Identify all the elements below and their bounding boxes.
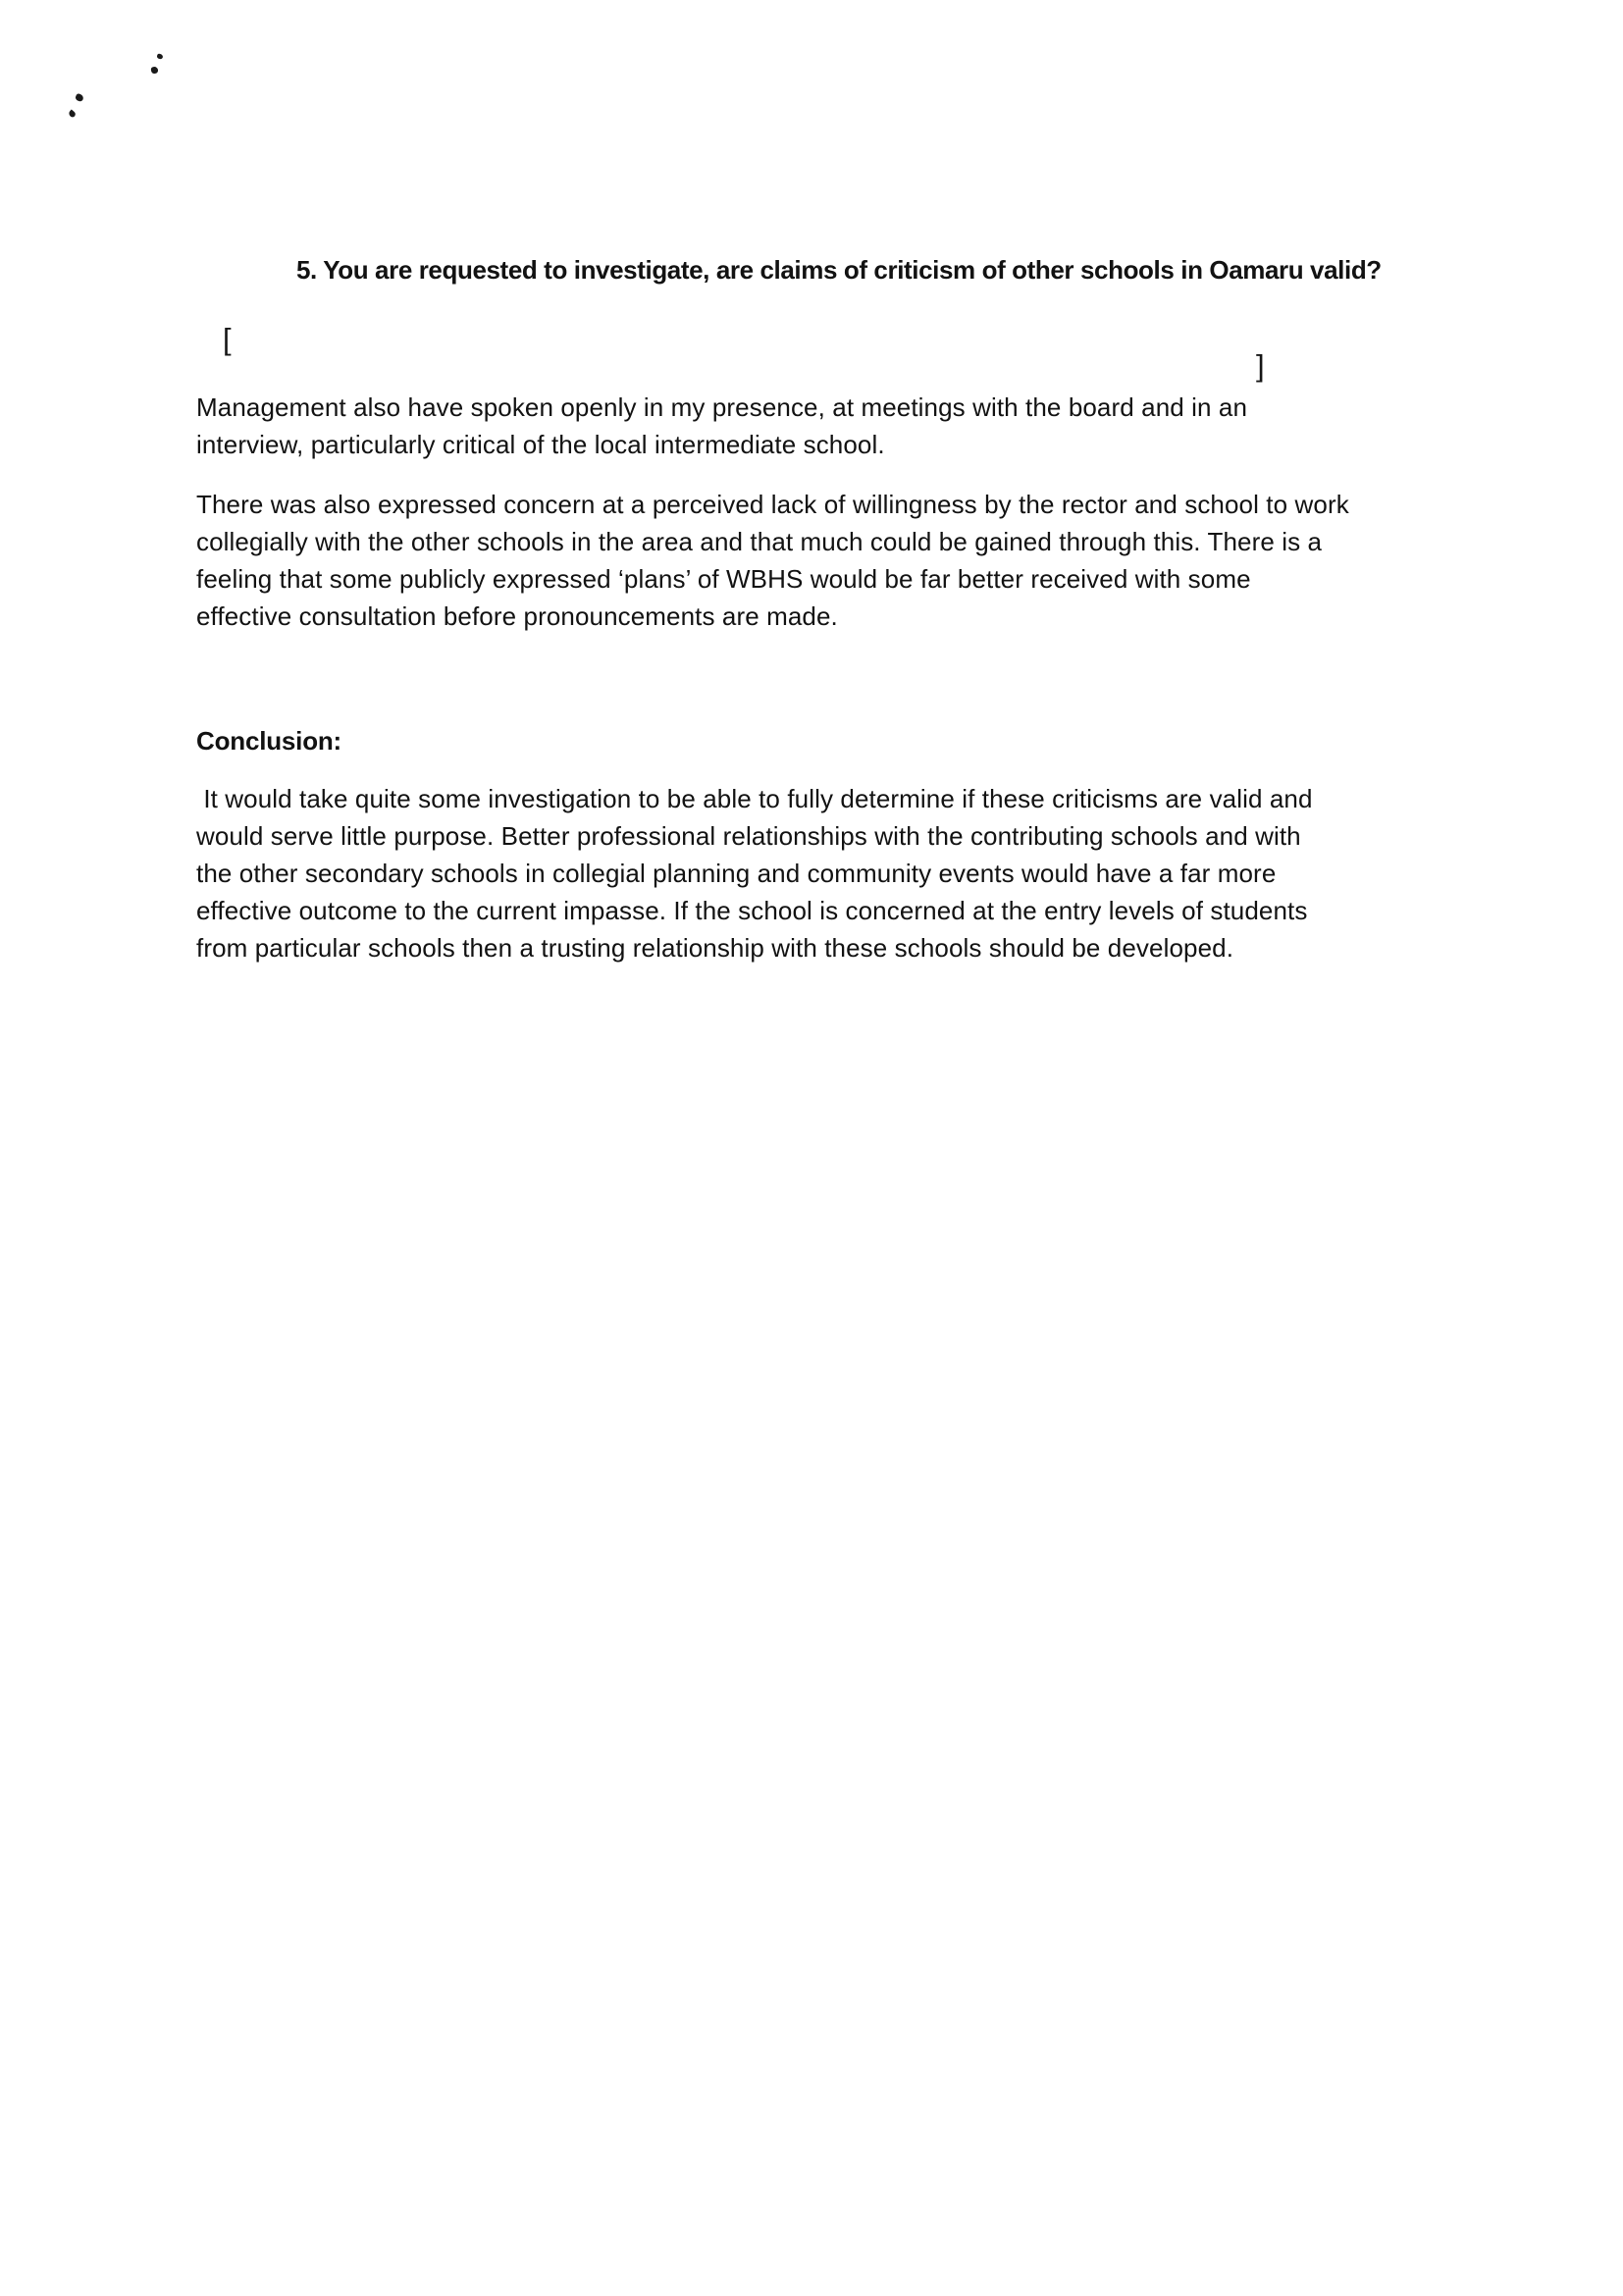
ink-speck — [68, 109, 77, 118]
text-line: interview, particularly critical of the local intermediate school. — [196, 430, 885, 459]
text-line: the other secondary schools in collegial planning and community events would have a far more — [196, 859, 1277, 888]
text-line: effective consultation before pronouncements are made. — [196, 601, 838, 631]
close-bracket: ] — [1256, 348, 1265, 383]
question-heading: 5. You are requested to investigate, are claims of criticism of other schools in Oamaru valid? — [296, 255, 1382, 285]
ink-speck — [150, 66, 158, 74]
text-line: would serve little purpose. Better professional relationships with the contributing schools and with — [196, 821, 1301, 851]
ink-speck — [75, 93, 84, 103]
text-line: effective outcome to the current impasse. If the school is concerned at the entry levels of students — [196, 896, 1308, 925]
conclusion-heading: Conclusion: — [196, 726, 342, 756]
paragraph-conclusion — [196, 780, 1313, 966]
text-line: Management also have spoken openly in my presence, at meetings with the board and in an — [196, 392, 1248, 422]
text-line: It would take quite some investigation to be able to fully determine if these criticisms are valid and — [196, 784, 1313, 813]
text-line: feeling that some publicly expressed ‘plans’ of WBHS would be far better received with some — [196, 564, 1251, 594]
open-bracket: [ — [223, 322, 232, 356]
text-line: collegially with the other schools in the area and that much could be gained through this. There is a — [196, 527, 1323, 556]
text-line: There was also expressed concern at a perceived lack of willingness by the rector and school to work — [196, 490, 1349, 519]
paragraph-management-criticism — [196, 389, 1247, 463]
ink-speck — [156, 53, 163, 59]
paragraph-expressed-concern — [196, 486, 1349, 635]
text-line: from particular schools then a trusting relationship with these schools should be developed. — [196, 933, 1234, 963]
